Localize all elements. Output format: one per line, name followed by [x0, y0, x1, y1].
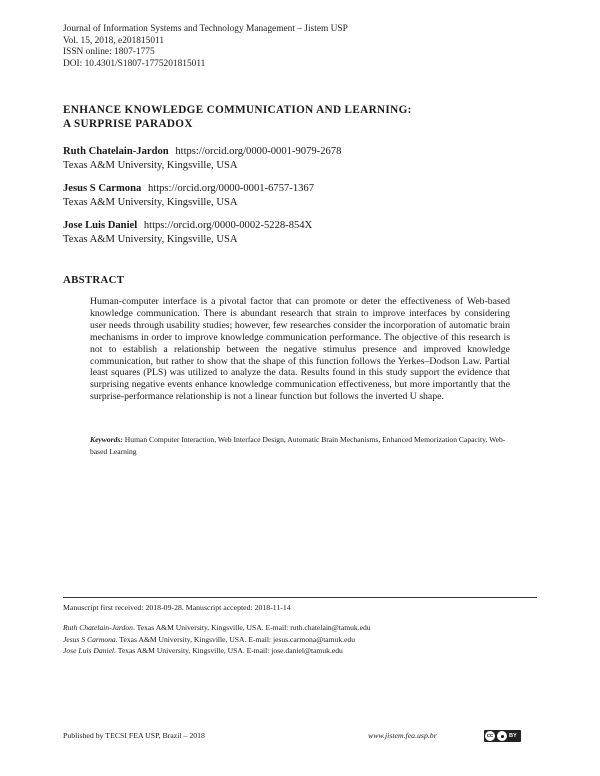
contact-details: . Texas A&M University, Kingsville, USA. E-mail: jose.daniel@tamuk.edu: [114, 646, 343, 656]
author-orcid-link[interactable]: https://orcid.org/0000-0001-6757-1367: [147, 183, 315, 194]
author-block-1: [63, 145, 341, 172]
contact-details: . Texas A&M University, Kingsville, USA. E-mail: ruth.chatelain@tamuk.edu: [132, 623, 371, 632]
cc-by-license-badge[interactable]: [484, 730, 521, 742]
abstract-body: Human-computer interface is a pivotal factor that can promote or deter the effectiveness of Web-based knowledge communication. There is abundant research that strain to improve interfaces by considering user needs through usability studies; however, few researches consider the incorporation of automatic brain mechanisms in order to improve knowledge communication performance. The objective of this research is not to establish a relationship between the negative stimulus presence and improved knowledge communication, but rather to show that the shape of this function follows the Yerkes–Dodson Law. Partial least squares (PLS) was utilized to analyze the data. Results found in this study support the evidence that surprising negative events enhance knowledge communication effectiveness, but more importantly that the surprise-performance relationship is not a linear function but follows the inverted U shape.: [90, 296, 510, 403]
author-orcid-link[interactable]: https://orcid.org/0000-0001-9079-2678: [175, 146, 342, 157]
journal-issn: ISSN online: 1807-1775: [63, 47, 155, 58]
author-contacts: [63, 622, 371, 657]
manuscript-dates: Manuscript first received: 2018-09-28. Manuscript accepted: 2018-11-14: [63, 603, 291, 612]
paper-title: [63, 103, 412, 131]
title-line-2: A SURPRISE PARADOX: [63, 118, 193, 130]
creative-commons-icon: cc: [486, 733, 494, 739]
license-label: BY: [509, 733, 517, 739]
journal-header: [63, 24, 348, 70]
contact-name: Ruth Chatelain-Jardon: [63, 623, 133, 632]
author-block-3: [63, 219, 312, 246]
journal-website-link[interactable]: www.jistem.fea.usp.br: [368, 731, 437, 740]
author-affiliation: Texas A&M University, Kingsville, USA: [63, 233, 238, 245]
footnote-divider: [63, 597, 537, 598]
contact-line: [63, 622, 371, 634]
attribution-person-icon: [497, 731, 507, 741]
journal-doi: DOI: 10.4301/S1807-1775201815011: [63, 58, 206, 69]
author-affiliation: Texas A&M University, Kingsville, USA: [63, 196, 238, 208]
publisher-note: Published by TECSI FEA USP, Brazil – 2018: [63, 731, 205, 740]
author-name: Jose Luis Daniel: [63, 220, 138, 231]
contact-line: [63, 645, 371, 657]
keywords-label: Keywords:: [90, 435, 123, 444]
author-orcid-link[interactable]: https://orcid.org/0000-0002-5228-854X: [143, 220, 313, 231]
journal-volume: Vol. 15, 2018, e201815011: [63, 35, 165, 46]
author-affiliation: Texas A&M University, Kingsville, USA: [63, 159, 238, 171]
title-line-1: ENHANCE KNOWLEDGE COMMUNICATION AND LEARNING:: [63, 104, 412, 116]
author-block-2: [63, 182, 314, 209]
keywords-list: Human Computer Interaction, Web Interface Design, Automatic Brain Mechanisms, Enhanced Memorization Capacity, Web-based Learning: [90, 435, 506, 456]
contact-details: . Texas A&M University, Kingsville, USA. E-mail: jesus.carmona@tamuk.edu: [115, 634, 356, 644]
contact-name: Jesus S Carmona: [63, 634, 116, 644]
journal-name: Journal of Information Systems and Technology Management – Jistem USP: [63, 24, 348, 34]
author-name: Jesus S Carmona: [63, 183, 142, 194]
abstract-heading: ABSTRACT: [63, 274, 125, 286]
keywords: [90, 434, 520, 457]
contact-name: Jose Luis Daniel: [63, 646, 115, 656]
author-name: Ruth Chatelain-Jardon: [63, 146, 169, 157]
contact-line: [63, 634, 371, 646]
